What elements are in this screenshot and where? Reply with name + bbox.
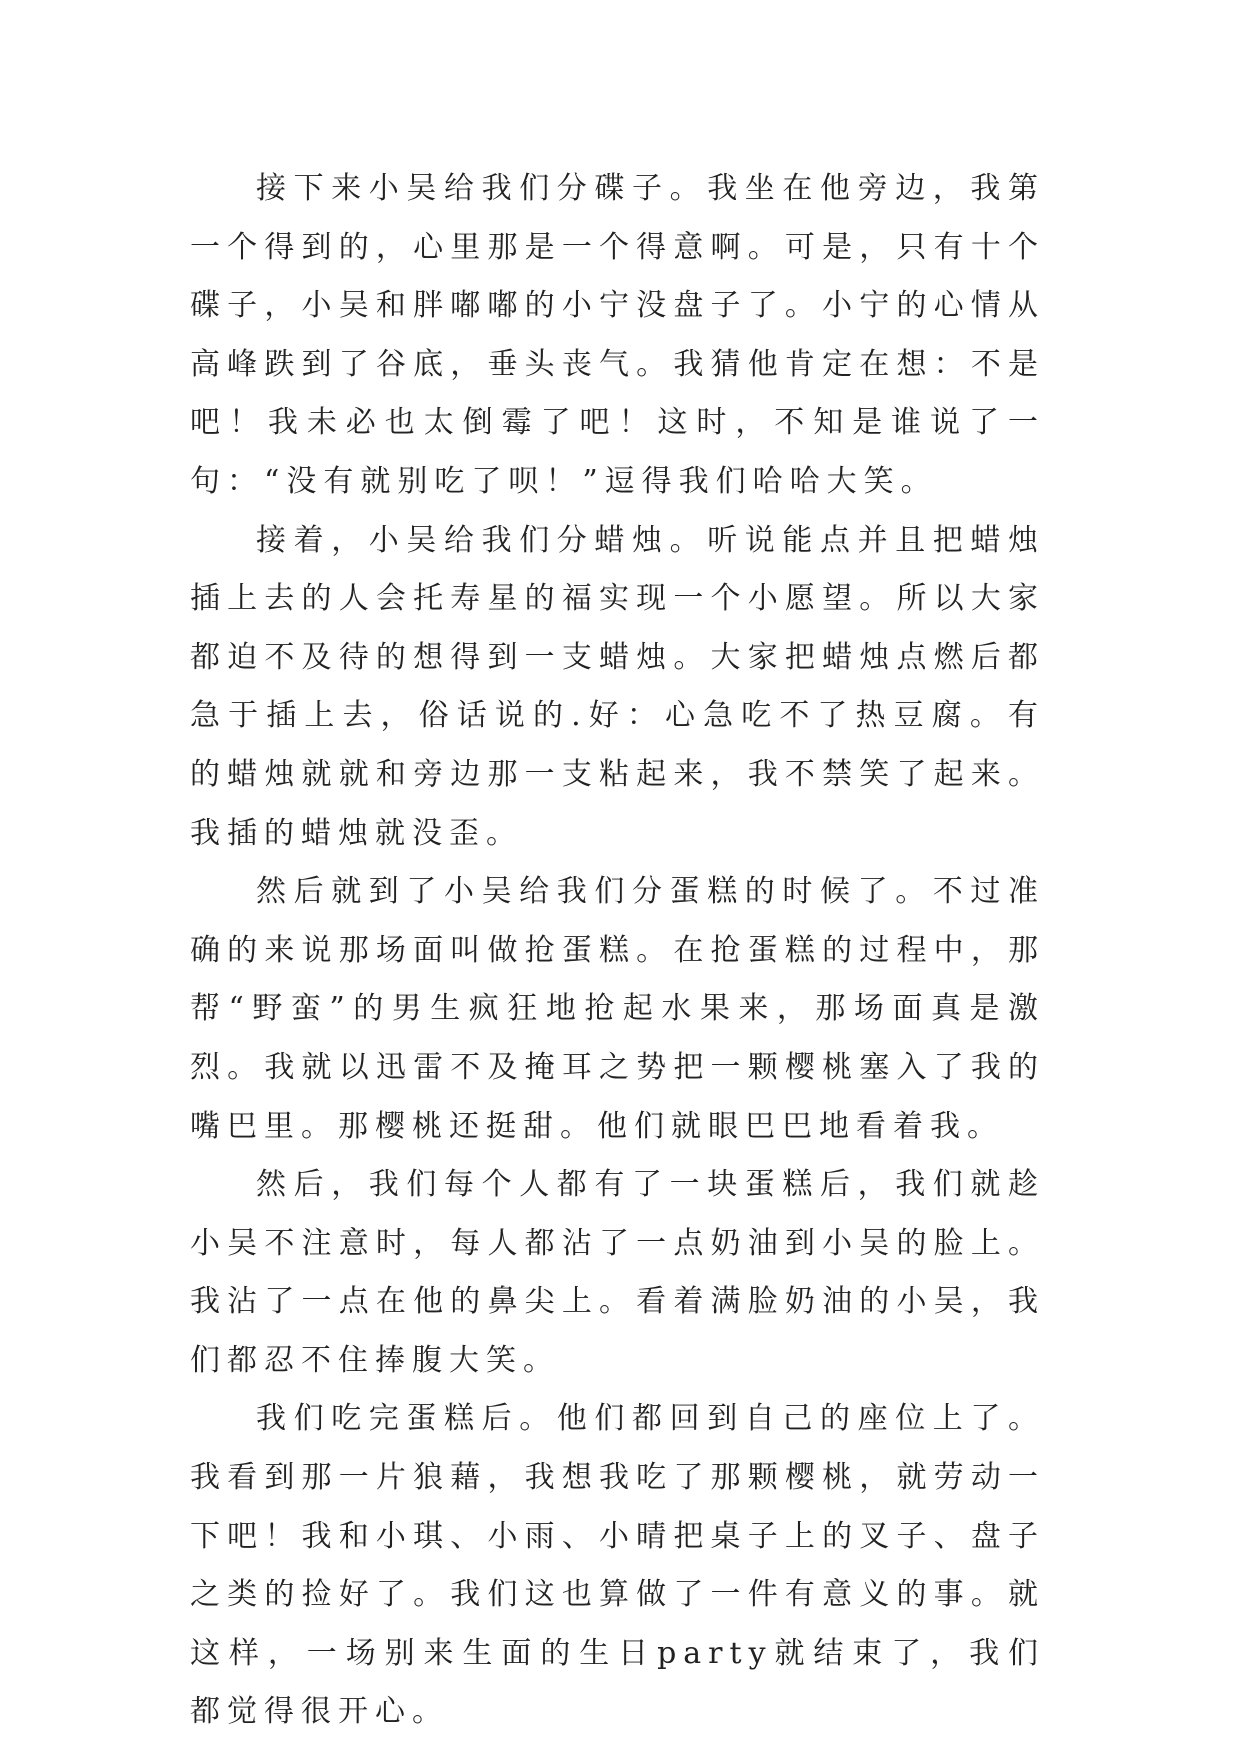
paragraph-4: 然后，我们每个人都有了一块蛋糕后，我们就趁小吴不注意时，每人都沾了一点奶油到小吴的脸上。我沾了一点在他的鼻尖上。看着满脸奶油的小吴，我们都忍不住捧腹大笑。: [190, 1167, 1045, 1378]
paragraph-1: 接下来小吴给我们分碟子。我坐在他旁边，我第一个得到的，心里那是一个得意啊。可是，只有十个碟子，小吴和胖嘟嘟的小宁没盘子了。小宁的心情从高峰跌到了谷底，垂头丧气。我猜他肯定在想：不是吧！我未必也太倒霉了吧！这时，不知是谁说了一句：“没有就别吃了呗！”逗得我们哈哈大笑。: [190, 171, 1045, 499]
paragraph-3: 然后就到了小吴给我们分蛋糕的时候了。不过准确的来说那场面叫做抢蛋糕。在抢蛋糕的过程中，那帮“野蛮”的男生疯狂地抢起水果来，那场面真是激烈。我就以迅雷不及掩耳之势把一颗樱桃塞入了我的嘴巴里。那樱桃还挺甜。他们就眼巴巴地看着我。: [190, 874, 1045, 1144]
paragraph-5: 我们吃完蛋糕后。他们都回到自己的座位上了。我看到那一片狼藉，我想我吃了那颗樱桃，就劳动一下吧！我和小琪、小雨、小晴把桌子上的叉子、盘子之类的捡好了。我们这也算做了一件有意义的事。就这样，一场别来生面的生日party就结束了，我们都觉得很开心。: [190, 1401, 1045, 1730]
document-body: [190, 160, 1045, 1742]
paragraph-2: 接着，小吴给我们分蜡烛。听说能点并且把蜡烛插上去的人会托寿星的福实现一个小愿望。所以大家都迫不及待的想得到一支蜡烛。大家把蜡烛点燃后都急于插上去，俗话说的.好：心急吃不了热豆腐。有的蜡烛就就和旁边那一支粘起来，我不禁笑了起来。我插的蜡烛就没歪。: [190, 522, 1045, 851]
